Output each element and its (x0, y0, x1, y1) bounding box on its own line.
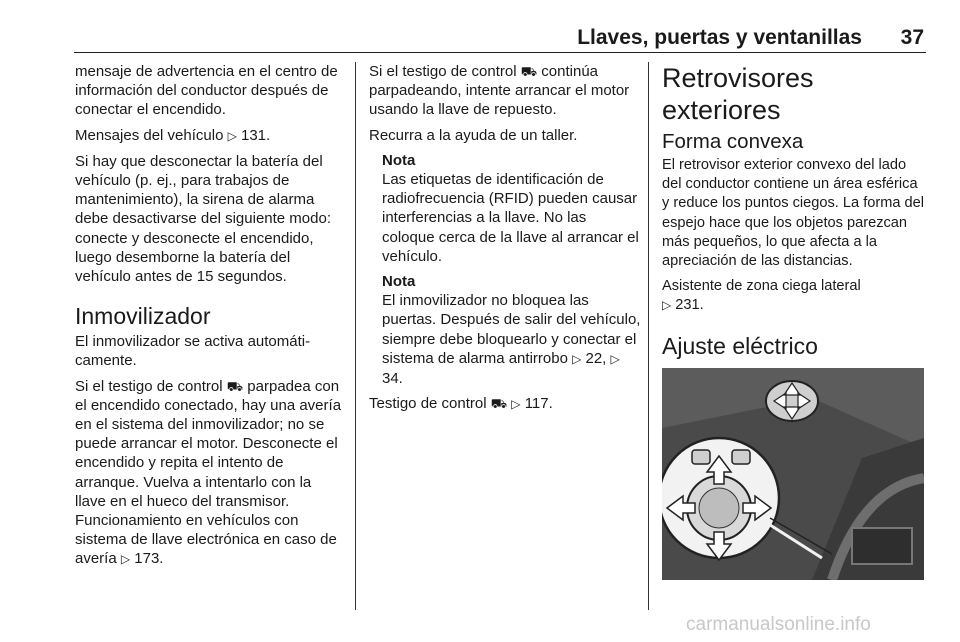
column-divider (648, 62, 649, 610)
paragraph: El retrovisor exterior convexo del lado del conductor contiene un área esférica y reduce los puntos ciegos. La forma del espejo hace que los objetos parezcan más pequeños, lo que afecta a la apreciación de las distancias. (662, 157, 925, 270)
page-ref-icon: ▷ (610, 351, 620, 366)
note-title: Nota (382, 151, 416, 169)
page-header (74, 26, 926, 53)
note (382, 272, 641, 388)
column-right (662, 62, 928, 580)
paragraph: Si hay que desconectar la batería del vehículo (p. ej., para trabajos de mantenimiento), la sirena de alarma debe desactivarse del siguiente modo: conecte y desconecte el encendido, luego desemborne la batería del vehículo antes de 15 segundos. (75, 152, 331, 286)
note-box (369, 151, 641, 388)
paragraph-text: Si el testigo de control (75, 377, 223, 395)
subsection-title: Ajuste eléctrico (662, 332, 818, 359)
paragraph-text: Asistente de zona ciega lateral (662, 278, 861, 295)
paragraph: Recurra a la ayuda de un taller. (369, 126, 578, 144)
header-title: Llaves, puertas y ventanillas (577, 26, 862, 49)
immobilizer-lamp-icon: ⛟ (226, 378, 244, 394)
subsection-title: Forma convexa (662, 130, 804, 153)
column-middle (369, 62, 641, 420)
mirror-adjust-illustration (662, 368, 924, 580)
page-ref[interactable]: 173. (134, 550, 164, 568)
page-number: 37 (900, 26, 924, 49)
page-ref[interactable]: 131. (241, 126, 271, 144)
immobilizer-lamp-icon: ⛟ (490, 396, 508, 412)
paragraph-text: parpadea con el encendido conectado, hay una avería en el sistema del inmovilizador; no se puede arrancar el motor. Desconecte el encendido y repita el intento de arranque. Vuelva a intentarlo con la llave en el hueco del transmisor. Funcionamiento en vehículos con sistema de llave electrónica en caso de avería (75, 377, 342, 568)
page-ref-icon: ▷ (572, 351, 582, 366)
column-left (75, 62, 345, 576)
note (382, 151, 641, 266)
page-ref-icon: ▷ (662, 298, 672, 313)
section-title: Inmovilizador (75, 303, 211, 330)
page-ref[interactable]: 231. (675, 297, 704, 314)
page-ref[interactable]: 34. (382, 370, 403, 388)
page-ref-icon: ▷ (227, 128, 237, 143)
paragraph-text: continúa parpadeando, intente arrancar el motor usando la llave de repuesto. (369, 63, 630, 119)
paragraph-text: Testigo de control (369, 395, 487, 413)
paragraph (662, 277, 928, 315)
note-text: Las etiquetas de identificación de radiofrecuencia (RFID) pueden causar interferencias a la llave. No las coloque cerca de la llave al arrancar el vehículo. (382, 171, 639, 265)
paragraph: El inmovilizador se activa automáticamente. (75, 333, 311, 370)
column-divider (355, 62, 356, 610)
page-ref[interactable]: 117. (524, 395, 553, 413)
page-ref-icon: ▷ (511, 397, 521, 412)
paragraph-text: Mensajes del vehículo (75, 126, 224, 144)
watermark: carmanualsonline.info (686, 614, 871, 635)
paragraph (369, 394, 641, 414)
page-ref[interactable]: 22, (585, 349, 607, 367)
paragraph: mensaje de advertencia en el centro de información del conductor después de conectar el encendido. (75, 63, 338, 119)
paragraph (75, 377, 345, 570)
paragraph (75, 126, 345, 146)
immobilizer-lamp-icon: ⛟ (520, 64, 538, 79)
paragraph-text: Si el testigo de control (369, 63, 517, 80)
note-title: Nota (382, 273, 416, 291)
note-text: El inmovilizador no bloquea las puertas. Después de salir del vehículo, siempre debe bloquearlo y conectar el sistema de alarma antirrobo (382, 292, 641, 367)
paragraph (369, 62, 641, 120)
chapter-title: Retrovisores exteriores (662, 63, 814, 125)
page-ref-icon: ▷ (120, 552, 131, 567)
